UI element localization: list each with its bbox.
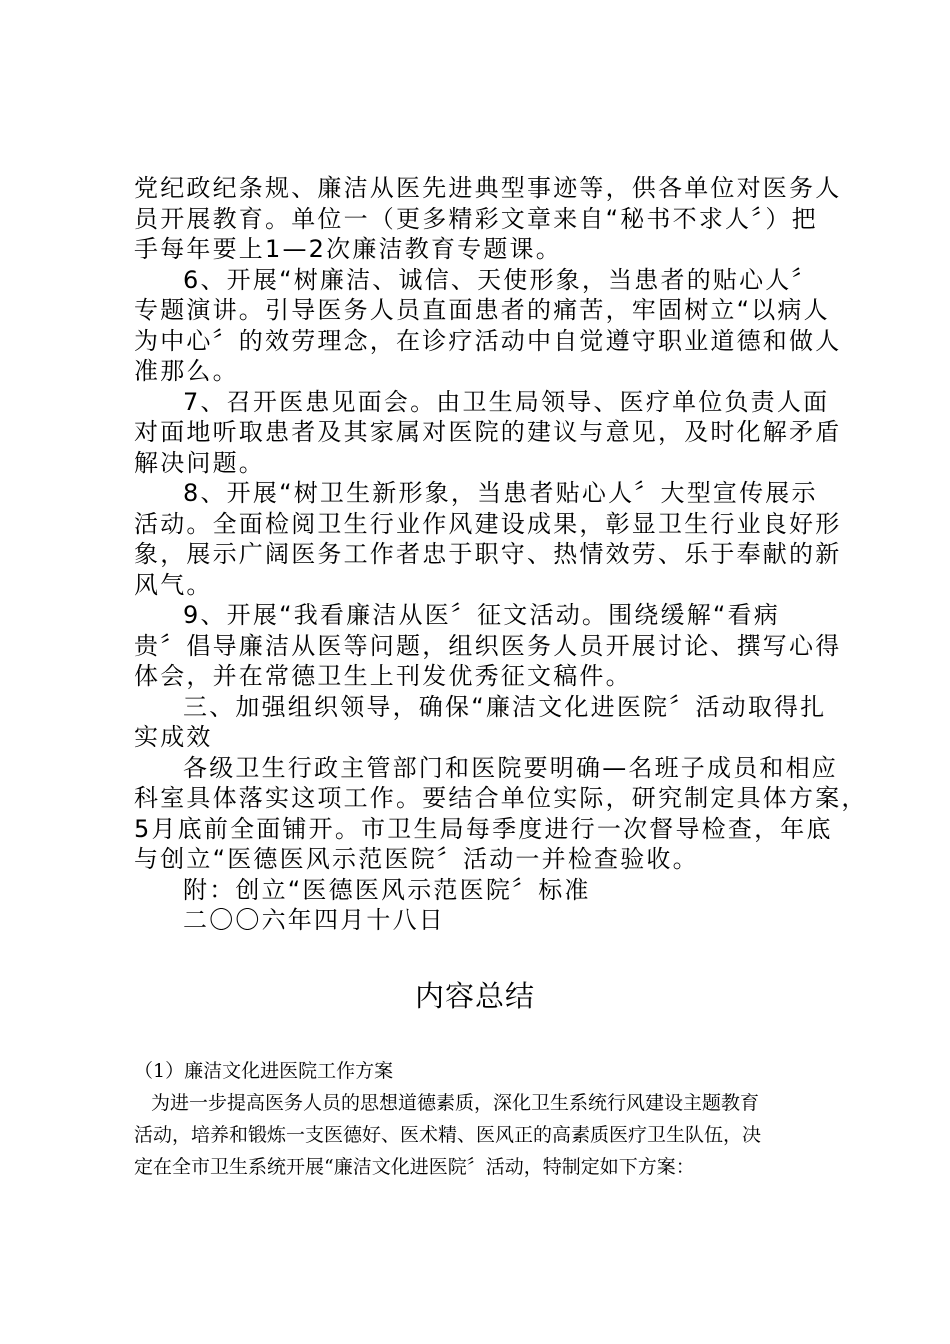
section-heading: 实成效 [134, 723, 213, 751]
body-line: 手每年要上1—2次廉洁教育专题课。 [134, 235, 562, 263]
document-date: 二〇〇六年四月十八日 [183, 906, 445, 934]
body-line: 与创立“医德医风示范医院〞活动一并检查验收。 [134, 845, 699, 873]
body-line: 准那么。 [134, 357, 239, 385]
summary-line: 定在全市卫生系统开展“廉洁文化进医院〞活动，特制定如下方案： [134, 1156, 695, 1178]
body-line: 9、开展“我看廉洁从医〞征文活动。围绕缓解“看病 [183, 601, 780, 629]
summary-subheading: （1）廉洁文化进医院工作方案 [134, 1060, 394, 1082]
section-heading: 三、加强组织领导，确保“廉洁文化进医院〞活动取得扎 [183, 693, 827, 721]
body-line: 体会，并在常德卫生上刊发优秀征文稿件。 [134, 662, 632, 690]
body-line: 专题演讲。引导医务人员直面患者的痛苦，牢固树立“以病人 [134, 296, 830, 324]
summary-line: 活动，培养和锻炼一支医德好、医术精、医风正的高素质医疗卫生队伍，决 [134, 1124, 762, 1146]
summary-title: 内容总结 [414, 979, 535, 1013]
body-line: 风气。 [134, 571, 213, 599]
body-line: 解决问题。 [134, 449, 265, 477]
body-line: 象，展示广阔医务工作者忠于职守、热情效劳、乐于奉献的新 [134, 540, 842, 568]
body-line: 活动。全面检阅卫生行业作风建设成果，彰显卫生行业良好形 [134, 510, 842, 538]
body-line: 科室具体落实这项工作。要结合单位实际，研究制定具体方案， [134, 784, 868, 812]
body-line: 7、召开医患见面会。由卫生局领导、医疗单位负责人面 [183, 388, 830, 416]
attachment-note: 附：创立“医德医风示范医院〞标准 [183, 876, 591, 904]
body-line: 8、开展“树卫生新形象，当患者贴心人〞大型宣传展示 [183, 479, 818, 507]
body-line: 党纪政纪条规、廉洁从医先进典型事迹等，供各单位对医务人 [134, 174, 842, 202]
body-line: 6、开展“树廉洁、诚信、天使形象，当患者的贴心人〞 [183, 266, 818, 294]
summary-line: 为进一步提高医务人员的思想道德素质，深化卫生系统行风建设主题教育 [151, 1092, 760, 1114]
body-line: 为中心〞的效劳理念，在诊疗活动中自觉遵守职业道德和做人 [134, 327, 842, 355]
body-line: 对面地听取患者及其家属对医院的建议与意见，及时化解矛盾 [134, 418, 842, 446]
body-line: 5月底前全面铺开。市卫生局每季度进行一次督导检查，年底 [134, 815, 833, 843]
body-line: 员开展教育。单位一（更多精彩文章来自“秘书不求人〞）把 [134, 205, 818, 233]
body-line: 贵〞倡导廉洁从医等问题，组织医务人员开展讨论、撰写心得 [134, 632, 842, 660]
body-line: 各级卫生行政主管部门和医院要明确—名班子成员和相应 [183, 754, 838, 782]
